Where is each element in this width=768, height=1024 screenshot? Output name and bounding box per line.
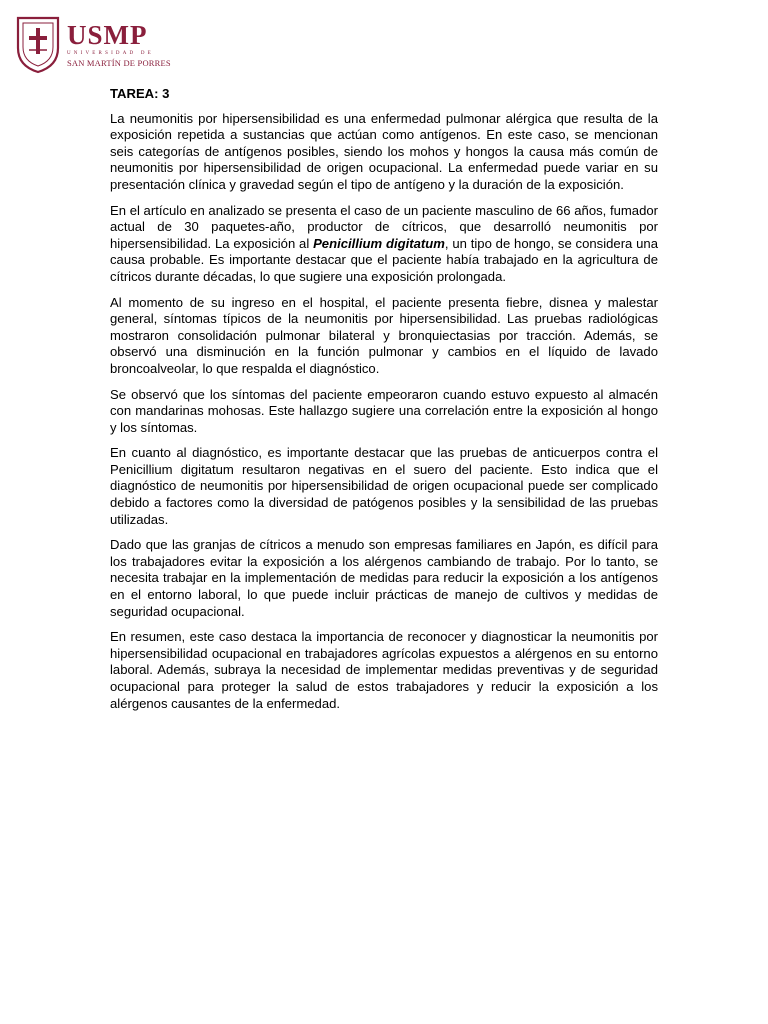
document-title: TAREA: 3: [110, 86, 170, 101]
paragraph-4: Se observó que los síntomas del paciente empeoraron cuando estuvo expuesto al almacén con mandarinas mohosas. Este hallazgo sugiere una correlación entre la exposición al hongo y los síntomas.: [110, 386, 658, 435]
brand-institution: SAN MARTÍN DE PORRES: [67, 58, 171, 68]
species-emphasis: Penicillium digitatum: [313, 235, 445, 251]
paragraph-5: En cuanto al diagnóstico, es importante destacar que las pruebas de anticuerpos contra el Penicillium digitatum resultaron negativas en el suero del paciente. Esto indica que el diagnóstico de neumonitis por hipersensibilidad de origen ocupacional puede ser complicado debido a factores como la diversidad de patógenos posibles y la sensibilidad de las pruebas utilizadas.: [110, 445, 658, 527]
paragraph-2: [110, 203, 658, 286]
paragraph-6: Dado que las granjas de cítricos a menudo son empresas familiares en Japón, es difícil para los trabajadores evitar la exposición a los alérgenos cambiando de trabajo. Por lo tanto, se necesita trabajar en la implementación de medidas para reducir la exposición a los antígenos en el entorno laboral, lo que puede incluir prácticas de manejo de cultivos y medidas de seguridad ocupacional.: [110, 537, 658, 619]
brand-name: USMP: [67, 20, 148, 50]
paragraph-1: La neumonitis por hipersensibilidad es una enfermedad pulmonar alérgica que resulta de la exposición repetida a sustancias que actúan como antígenos. En este caso, se mencionan seis categorías de antígenos posibles, siendo los mohos y hongos la causa más común de neumonitis por hipersensibilidad de origen ocupacional. La enfermedad puede variar en su presentación clínica y gravedad según el tipo de antígeno y la duración de la exposición.: [110, 110, 658, 192]
paragraph-7: En resumen, este caso destaca la importancia de reconocer y diagnosticar la neumonitis por hipersensibilidad ocupacional en trabajadores agrícolas expuestos a alérgenos en su entorno laboral. Además, subraya la necesidad de implementar medidas preventivas y de seguridad ocupacional para proteger la salud de estos trabajadores y reducir la exposición a los alérgenos causantes de la enfermedad.: [110, 629, 658, 711]
brand-universidad: UNIVERSIDAD DE: [67, 51, 154, 56]
paragraph-2-start: En el artículo en analizado se presenta el caso de un paciente masculino de 66 años, fumador actual de 30 paquetes-año, productor de cítricos, que desarrolló neumonitis por hipersensibilidad. La exposición al: [110, 202, 658, 251]
usmp-logo: [15, 14, 175, 74]
paragraph-3: Al momento de su ingreso en el hospital, el paciente presenta fiebre, disnea y malestar general, síntomas típicos de la neumonitis por hipersensibilidad. Las pruebas radiológicas mostraron consolidación pulmonar bilateral y bronquiectasias por tracción. Además, se observó una disminución en la función pulmonar y cambios en el líquido de lavado broncoalveolar, lo que respalda el diagnóstico.: [110, 294, 658, 376]
document-body: [110, 86, 658, 721]
paragraph-2-end: , un tipo de hongo, se considera una causa probable. Es importante destacar que el paciente había trabajado en la agricultura de cítricos durante décadas, lo que sugiere una exposición prolongada.: [110, 235, 658, 284]
university-seal-icon: [15, 14, 61, 74]
